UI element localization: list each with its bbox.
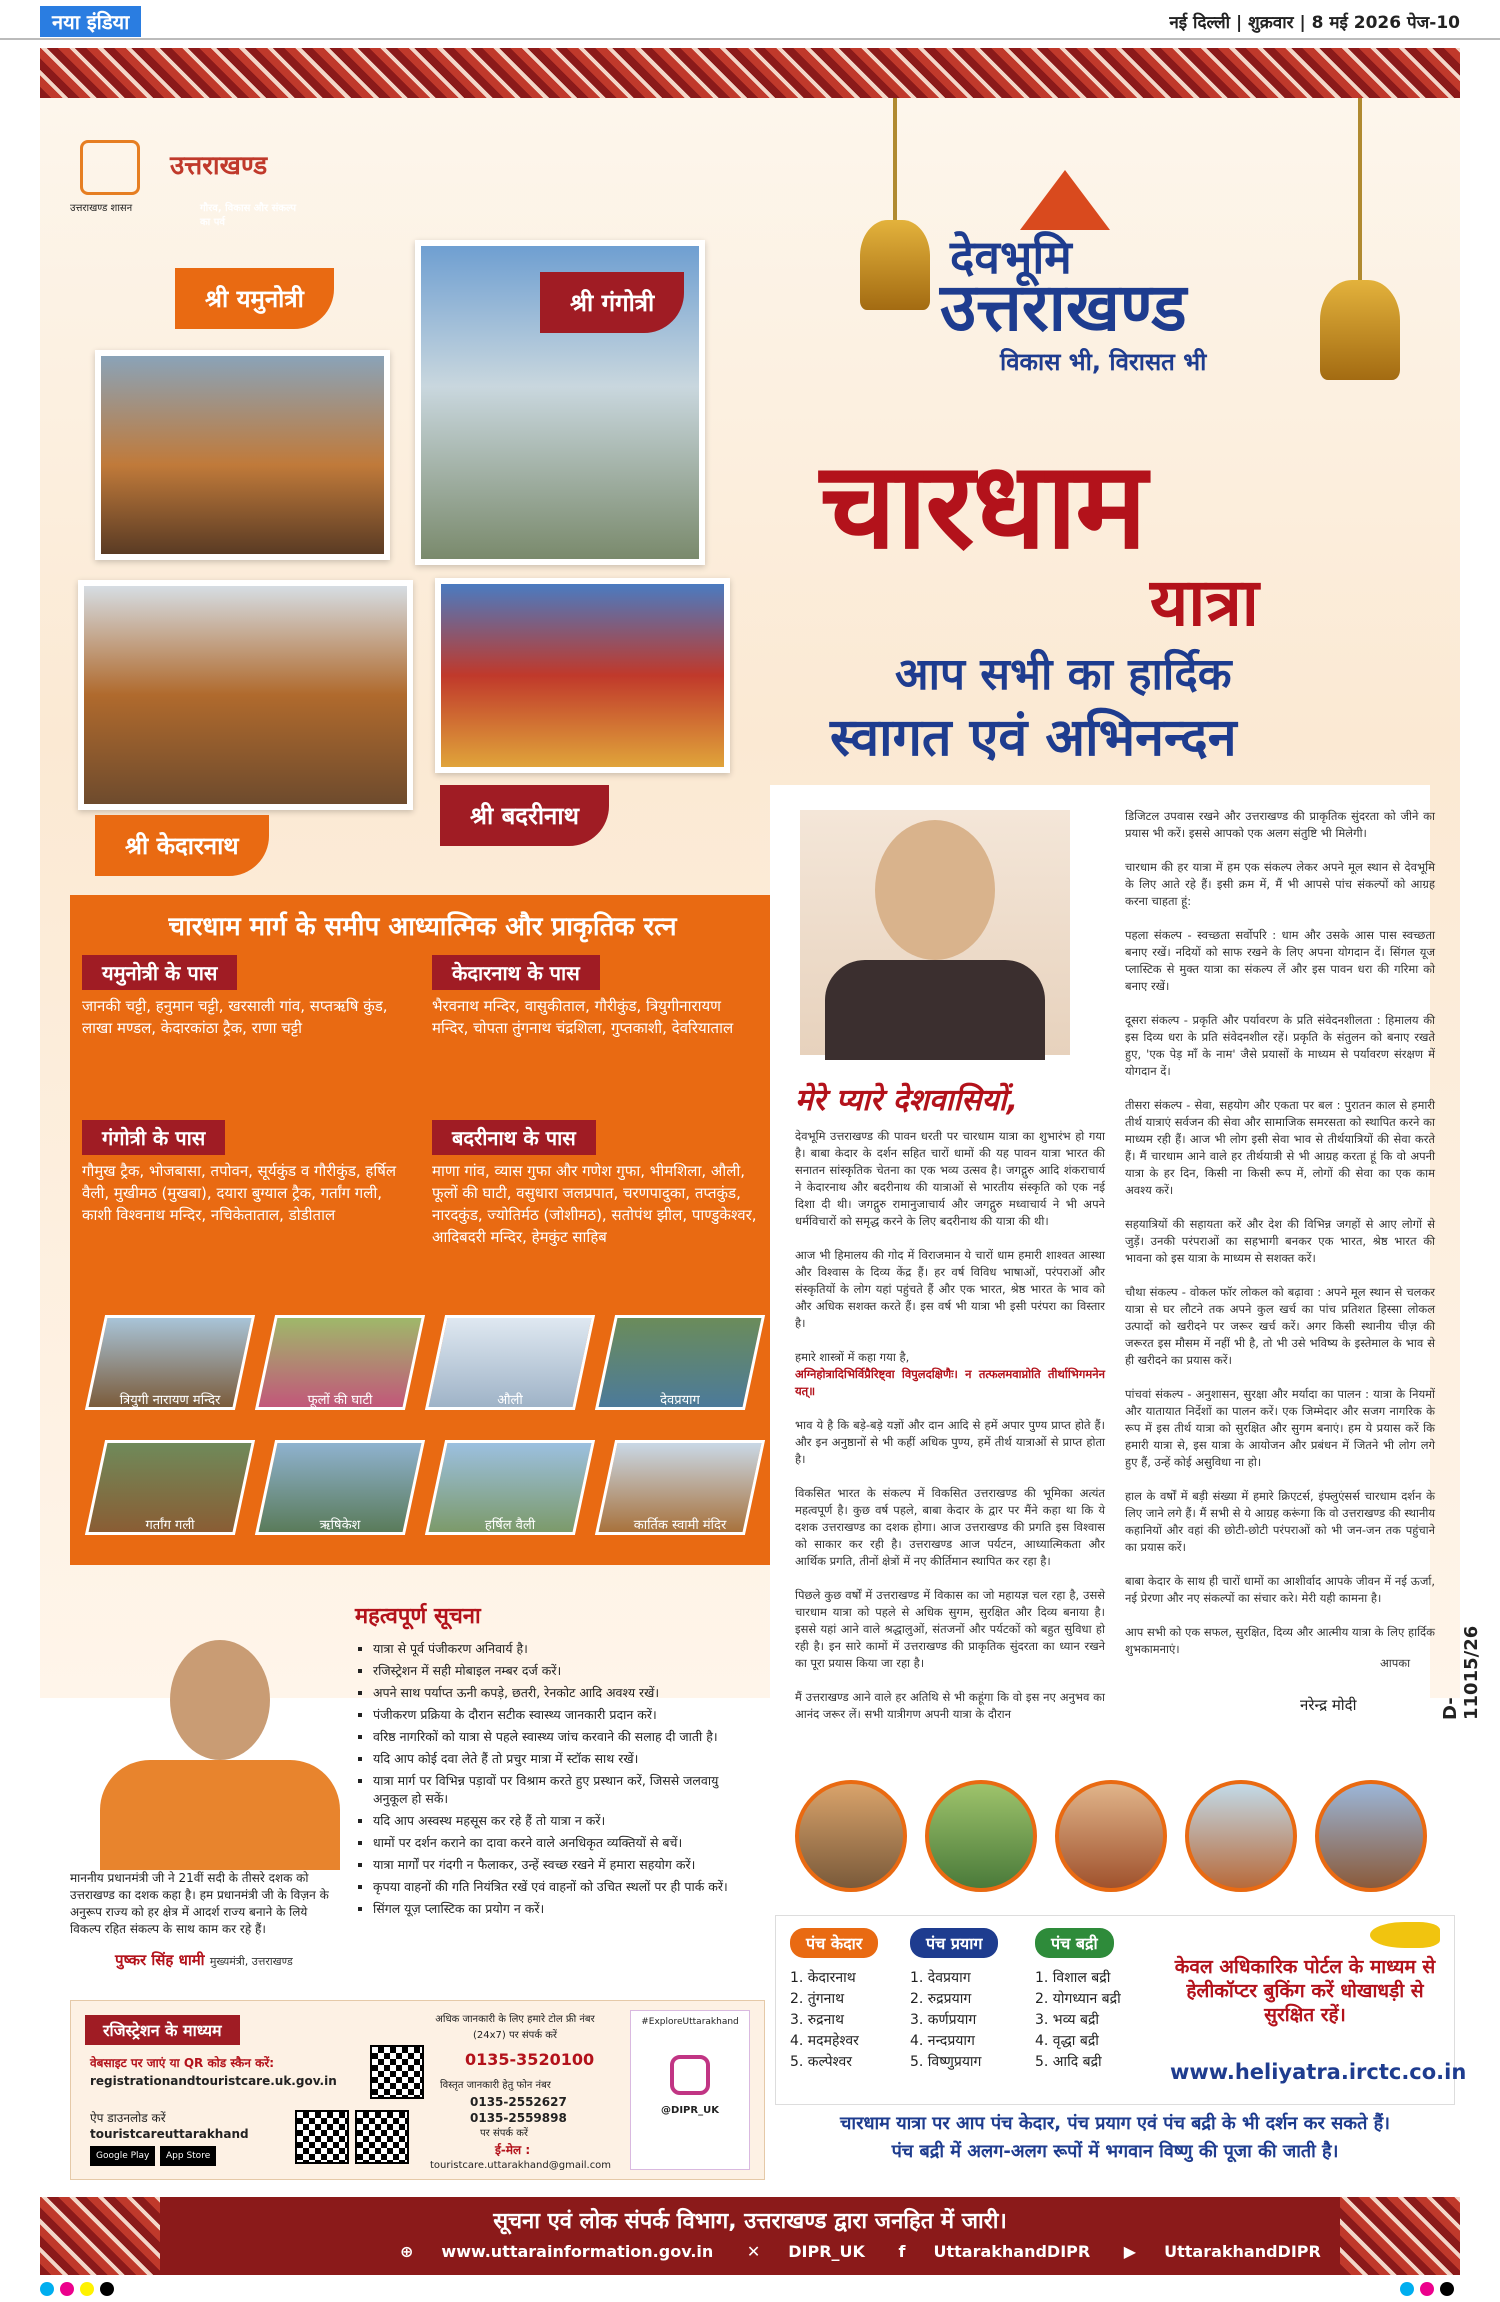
magenta-registration-mark [60, 2282, 74, 2296]
list-item: 1. विशाल बद्री [1035, 1970, 1111, 1986]
paper-name: नया इंडिया [40, 6, 141, 37]
brand-tagline: गौरव, विकास और संकल्प का पर्व [200, 203, 297, 228]
thumb-label: त्रियुगी नारायण मन्दिर [119, 1393, 221, 1408]
thumb-label: हर्षिल वैली [484, 1518, 536, 1533]
government-logo [70, 140, 330, 228]
cyan-registration-mark [40, 2282, 54, 2296]
notice-item: ▪ रजिस्ट्रेशन में सही मोबाइल नम्बर दर्ज करें। [373, 1662, 735, 1680]
badrinath-photo [435, 578, 730, 773]
state-emblem-icon [80, 140, 140, 195]
dateline: नई दिल्ली | शुक्रवार | 8 मई 2026 पेज-10 [1169, 13, 1460, 33]
footer-title: सूचना एवं लोक संपर्क विभाग, उत्तराखण्ड द्वारा जनहित में जारी। [493, 2209, 1007, 2234]
info-label: अधिक जानकारी के लिए हमारे टोल फ्री नंबर (24x7) पर संपर्क करें [435, 2014, 595, 2041]
cm-name-text: पुष्कर सिंह धामी [115, 1951, 205, 1969]
notice-item: ▪ अपने साथ पर्याप्त ऊनी कपड़े, छतरी, रेनकोट आदि अवश्य रखें। [373, 1684, 735, 1702]
sanskrit-verse: अग्निहोत्रादिभिर्विप्रैरिष्ट्वा विपुलदक्षिणैः। न तत्फलमवाप्नोति तीर्थाभिगमनेन यत्॥ [795, 1367, 1105, 1398]
bell-chain [1358, 98, 1362, 283]
globe-icon: ⊕ [400, 2242, 414, 2261]
list-item: 5. कल्पेश्वर [790, 2054, 852, 2070]
pm-portrait [875, 820, 995, 960]
gems-box [70, 895, 775, 1565]
heliyatra-url[interactable]: www.heliyatra.irctc.co.in [1170, 2060, 1467, 2084]
registration-url[interactable]: registrationandtouristcare.uk.gov.in [90, 2074, 337, 2088]
cm-name [115, 1950, 293, 1970]
uttarakhand-brand: उत्तराखण्ड [170, 151, 268, 181]
yellow-registration-mark [80, 2282, 94, 2296]
x-handle[interactable]: DIPR_UK [788, 2242, 865, 2261]
footer-band [40, 2197, 1460, 2275]
thumb-label: कार्तिक स्वामी मंदिर [633, 1518, 727, 1533]
instagram-handle[interactable]: @DIPR_UK [661, 2105, 719, 2116]
black-registration-mark [1440, 2282, 1454, 2296]
thumb-label: ऋषिकेश [319, 1518, 361, 1533]
masthead [0, 0, 1500, 40]
letter-closing: आपका [1380, 1656, 1411, 1670]
app-label: ऐप डाउनलोड करें [90, 2111, 166, 2125]
letter-paragraph: भाव ये है कि बड़े-बड़े यज्ञों और दान आदि से हमें अपार पुण्य प्राप्त होते हैं। और इन अनुष्ठानों से भी कहीं अधिक पुण्य, हमें तीर्थ यात्राओं से प्राप्त होता है। [795, 1418, 1105, 1466]
list-item: 1. केदारनाथ [790, 1970, 856, 1986]
pm-portrait-body [825, 960, 1045, 1060]
yamunotri-photo [95, 350, 390, 560]
letter-paragraph: बाबा केदार के साथ ही चारों धामों का आशीर्वाद आपके जीवन में नई ऊर्जा, नई प्रेरणा और नए संकल्पों का संचार करे। मेरी यही कामना है। [1125, 1574, 1435, 1605]
list-item: 3. कर्णप्रयाग [910, 2012, 977, 2028]
hashtag: #ExploreUttarakhand [641, 2017, 739, 2027]
bell-icon [860, 220, 930, 310]
list-item: 4. वृद्धा बद्री [1035, 2033, 1099, 2049]
top-border-band [40, 48, 1460, 98]
letter-column-1 [795, 1128, 1105, 1723]
ad-code: D-11015/26 [1440, 1625, 1482, 1720]
youtube-handle[interactable]: UttarakhandDIPR [1164, 2242, 1321, 2261]
thumb-label: फूलों की घाटी [307, 1393, 373, 1408]
devbhoomi-title: देवभूमि [950, 230, 1072, 284]
magenta-registration-mark [1420, 2282, 1434, 2296]
panch-kedar-heading: पंच केदार [790, 1928, 878, 1958]
letter-paragraph: हमारे शास्त्रों में कहा गया है, [795, 1350, 910, 1364]
chardham-heading: चारधाम [820, 437, 1145, 576]
gem-heading: बदरीनाथ के पास [432, 1120, 596, 1155]
notice-item: ▪ धामों पर दर्शन कराने का दावा करने वाले अनधिकृत व्यक्तियों से बचें। [373, 1834, 735, 1852]
list-item: 5. आदि बद्री [1035, 2054, 1102, 2070]
cm-role: मुख्यमंत्री, उत्तराखण्ड [209, 1955, 293, 1968]
letter-paragraph: चारधाम की हर यात्रा में हम एक संकल्प लेकर अपने मूल स्थान से देवभूमि के लिए आते रहे हैं। इसी क्रम में, मैं भी आपसे पांच संकल्पों को आग्रह करना चाहता हूं: [1125, 860, 1435, 908]
resolve-circle-photo [1185, 1780, 1297, 1892]
list-item: 2. तुंगनाथ [790, 1991, 845, 2007]
gem-text: भैरवनाथ मन्दिर, वासुकीताल, गौरीकुंड, त्रियुगीनारायण मन्दिर, चोपता तुंगनाथ चंद्रशिला, गुप्तकाशी, देवरियाताल [432, 997, 734, 1037]
resolve-5: पांचवां संकल्प - अनुशासन, सुरक्षा और मर्यादा का पालन : यात्रा के नियमों और यातायात निर्देशों का पालन करें। एक जिम्मेदार और सजग नागरिक के रूप में इस तीर्थ यात्रा को सुरक्षित और सुगम बनाएं। हम ये प्रयास करें कि हमारी यात्रा से, इस यात्रा के आयोजन और प्रबंधन में जितने भी लोग लगे हुए हैं, उन्हें कोई असुविधा ना हो। [1125, 1387, 1435, 1469]
letter-paragraph: आज भी हिमालय की गोद में विराजमान ये चारों धाम हमारी शाश्वत आस्था और विश्वास के दिव्य केंद्र हैं। हर वर्ष विविध भाषाओं, परंपराओं और संस्कृतियों के लोग यहां पहुंचते हैं और एक भारत, श्रेष्ठ भारत के भाव को और अधिक सशक्त करते हैं। इस वर्ष भी यात्रा भी इसी परंपरा का विस्तार है। [795, 1248, 1105, 1330]
notice-item: ▪ वरिष्ठ नागरिकों को यात्रा से पहले स्वास्थ्य जांच करवाने की सलाह दी जाती है। [373, 1728, 735, 1746]
email-label: ई-मेल : [495, 2143, 531, 2157]
letter-paragraph: देवभूमि उत्तराखण्ड की पावन धरती पर चारधाम यात्रा का शुभारंभ हो गया है। बाबा केदार के दर्शन सहित चारों धामों की यह पावन यात्रा भारत की सनातन सांस्कृतिक चेतना का एक भव्य उत्सव है। जगद्गुरु आदि शंकराचार्य ने केदारनाथ और बदरीनाथ की यात्राओं से भारतीय संस्कृति को एक नई दिशा दी थी। जगद्गुरु रामानुजाचार्य और जगद्गुरु मध्वाचार्य ने भी अपने धर्मविचारों को समृद्ध करने के लिए बदरीनाथ की यात्रा की थी। [795, 1129, 1105, 1228]
web-label: वेबसाइट पर जाएं या QR कोड स्कैन करें: [90, 2056, 275, 2070]
youtube-icon: ▶ [1123, 2242, 1137, 2261]
gem-heading: केदारनाथ के पास [432, 955, 600, 990]
x-icon: ✕ [746, 2242, 761, 2261]
cm-quote: माननीय प्रधानमंत्री जी ने 21वीं सदी के तीसरे दशक को उत्तराखण्ड का दशक कहा है। हम प्रधानमंत्री जी के विज़न के अनुरूप राज्य को हर क्षेत्र में आदर्श राज्य बनाने के लिये विकल्प रहित संकल्प के साथ काम कर रहे हैं। [70, 1871, 329, 1936]
instagram-icon [670, 2055, 710, 2095]
helicopter-icon [1370, 1922, 1440, 1948]
notice-item: ▪ यात्रा मार्गों पर गंदगी न फैलाकर, उन्हें स्वच्छ रखने में हमारा सहयोग करें। [373, 1856, 735, 1874]
kedarnath-label: श्री केदारनाथ [95, 815, 269, 876]
helicopter-booking-notice: केवल अधिकारिक पोर्टल के माध्यम से हेलीकॉप्टर बुकिंग करें धोखाधड़ी से सुरक्षित रहें। [1174, 1956, 1436, 2026]
letter-paragraph: विकसित भारत के संकल्प में विकसित उत्तराखण्ड की भूमिका अत्यंत महत्वपूर्ण है। कुछ वर्ष पहले, बाबा केदार के द्वार पर मैंने कहा था कि ये दशक उत्तराखण्ड का दशक होगा। आज उत्तराखण्ड की प्रगति इस विश्वास को साकार कर रही है। उत्तराखण्ड आज पर्यटन, आध्यात्मिकता और आर्थिक प्रगति, तीनों क्षेत्रों में नए कीर्तिमान स्थापित कर रहा है। [795, 1486, 1105, 1568]
cm-portrait-body [100, 1760, 340, 1870]
notice-list [355, 1640, 735, 1922]
letter-paragraph: सहयात्रियों की सहायता करें और देश की विभिन्न जगहों से आए लोगों से जुड़ें। उनकी परंपराओं का सहभागी बनकर एक भारत, श्रेष्ठ भारत की भावना को इस यात्रा के माध्यम से सशक्त करें। [1125, 1217, 1435, 1265]
bell-icon [1320, 280, 1400, 380]
letter-salutation: मेरे प्यारे देशवासियों, [795, 1083, 1018, 1118]
badrinath-label: श्री बदरीनाथ [440, 785, 609, 846]
app-name: touristcareuttarakhand [90, 2127, 249, 2141]
welcome-line-1: आप सभी का हार्दिक [895, 649, 1232, 700]
resolve-circle-photo [925, 1780, 1037, 1892]
list-item: 4. मदमहेश्वर [790, 2033, 859, 2049]
panch-prayag-list [910, 1968, 981, 2073]
resolve-2: दूसरा संकल्प - प्रकृति और पर्यावरण के प्रति संवेदनशीलता : हिमालय की इस दिव्य धरा के प्रति संवेदनशील रहें। प्रकृति के संतुलन को बनाए रखते हुए, 'एक पेड़ माँ के नाम' जैसे प्रयासों के माध्यम से पर्यावरण संरक्षण में योगदान दें। [1125, 1013, 1435, 1078]
gem-text: गौमुख ट्रैक, भोजबासा, तपोवन, सूर्यकुंड व गौरीकुंड, हर्षिल वैली, मुखीमठ (मुखबा), दयारा बुग्याल ट्रैक, गर्तांग गली, काशी विश्वनाथ मन्दिर, नचिकेताताल, डोडीताल [82, 1162, 397, 1224]
yamunotri-label: श्री यमुनोत्री [175, 268, 334, 329]
footer-links [400, 2242, 1349, 2261]
qr-code-icon[interactable] [370, 2045, 424, 2099]
resolve-circle-photo [795, 1780, 907, 1892]
list-item: 3. रुद्रनाथ [790, 2012, 844, 2028]
uttarakhand-title: उत्तराखण्ड [940, 269, 1187, 346]
contact-label: पर संपर्क करें [480, 2128, 529, 2139]
letter-paragraph: मैं उत्तराखण्ड आने वाले हर अतिथि से भी कहूंगा कि वो इस नए अनुभव का आनंद जरूर लें। सभी यात्रीगण अपनी यात्रा के दौरान [795, 1690, 1105, 1721]
gem-text: माणा गांव, व्यास गुफा और गणेश गुफा, भीमशिला, औली, फूलों की घाटी, वसुधारा जलप्रपात, चरणपादुका, तप्तकुंड, नारदकुंड, ज्योतिर्मठ (जोशीमठ), सतोपंथ झील, पाण्डुकेश्वर, आदिबदरी मन्दिर, हेमकुंट साहिब [432, 1162, 757, 1246]
pm-signature: नरेन्द्र मोदी [1300, 1696, 1357, 1714]
thumb-label: गर्तांग गली [145, 1518, 195, 1533]
notice-item: ▪ यदि आप अस्वस्थ महसूस कर रहे हैं तो यात्रा न करें। [373, 1812, 735, 1830]
phone-number[interactable]: 0135-2559898 [470, 2111, 567, 2125]
black-registration-mark [100, 2282, 114, 2296]
panch-info-strip [775, 2110, 1455, 2166]
resolve-circle-photo [1055, 1780, 1167, 1892]
phone-number[interactable]: 0135-2552627 [470, 2095, 567, 2109]
emblem-label: उत्तराखण्ड शासन [70, 203, 133, 214]
facebook-icon: f [898, 2242, 906, 2261]
welcome-line-2: स्वागत एवं अभिनन्दन [830, 708, 1237, 768]
cm-portrait [170, 1640, 270, 1760]
yatra-heading: यात्रा [1150, 564, 1259, 641]
list-item: 5. विष्णुप्रयाग [910, 2054, 982, 2070]
registration-title: रजिस्ट्रेशन के माध्यम [85, 2015, 240, 2045]
strip-line: पंच बद्री में अलग-अलग रूपों में भगवान विष्णु की पूजा की जाती है। [891, 2141, 1339, 2162]
panch-prayag-heading: पंच प्रयाग [910, 1928, 998, 1958]
detail-label: विस्तृत जानकारी हेतु फोन नंबर [440, 2080, 551, 2091]
panch-kedar-list [790, 1968, 859, 2073]
qr-code-icon[interactable] [295, 2110, 349, 2164]
panch-badri-heading: पंच बद्री [1035, 1928, 1114, 1958]
list-item: 3. भव्य बद्री [1035, 2012, 1100, 2028]
resolve-1: पहला संकल्प - स्वच्छता सर्वोपरि : धाम और उसके आस पास स्वच्छता बनाए रखें। नदियों को साफ रखने के लिए अपना योगदान दें। सिंगल यूज प्लास्टिक से मुक्त यात्रा का संकल्प लें और इस पावन धरा की गरिमा को बनाए रखें। [1125, 928, 1435, 993]
kedarnath-photo [78, 580, 413, 810]
gem-heading: गंगोत्री के पास [82, 1120, 225, 1155]
letter-paragraph: हाल के वर्षों में बड़ी संख्या में हमारे क्रिएटर्स, इंफ्लुएंसर्स चारधाम दर्शन के लिए जाने लगे हैं। मैं सभी से ये आग्रह करूंगा कि वो उत्तराखण्ड की स्थानीय कहानियों और वहां की छोटी-छोटी परंपराओं को भी जन-जन तक पहुंचाने का प्रयास करें। [1125, 1489, 1435, 1554]
notice-item: ▪ यदि आप कोई दवा लेते हैं तो प्रचुर मात्रा में स्टॉक साथ रखें। [373, 1750, 735, 1768]
app-store-button[interactable]: App Store [160, 2146, 216, 2166]
instagram-card [630, 2010, 750, 2170]
notice-item: ▪ यात्रा मार्ग पर विभिन्न पड़ावों पर विश्राम करते हुए प्रस्थान करें, जिससे जलवायु अनुकूल हो सकें। [373, 1772, 735, 1808]
email-address[interactable]: touristcare.uttarakhand@gmail.com [430, 2160, 612, 2171]
letter-column-2 [1125, 808, 1435, 1658]
letter-paragraph: डिजिटल उपवास रखने और उत्तराखण्ड की प्राकृतिक सुंदरता को जीने का प्रयास भी करें। इससे आपको एक अलग संतुष्टि भी मिलेगी। [1125, 809, 1435, 840]
gangotri-label: श्री गंगोत्री [540, 272, 684, 333]
cyan-registration-mark [1400, 2282, 1414, 2296]
notice-item: ▪ कृपया वाहनों की गति नियंत्रित रखें एवं वाहनों को उचित स्थलों पर ही पार्क करें। [373, 1878, 735, 1896]
list-item: 2. योगध्यान बद्री [1035, 1991, 1121, 2007]
list-item: 2. रुद्रप्रयाग [910, 1991, 972, 2007]
notice-item: ▪ यात्रा से पूर्व पंजीकरण अनिवार्य है। [373, 1640, 735, 1658]
letter-paragraph: आप सभी को एक सफल, सुरक्षित, दिव्य और आत्मीय यात्रा के लिए हार्दिक शुभकामनाएं। [1125, 1625, 1435, 1656]
bell-chain [893, 98, 897, 223]
resolve-circle-photo [1315, 1780, 1427, 1892]
thumb-label: देवप्रयाग [660, 1393, 700, 1408]
website-link[interactable]: www.uttarainformation.gov.in [441, 2242, 714, 2261]
qr-code-icon[interactable] [355, 2110, 409, 2164]
gem-text: जानकी चट्टी, हनुमान चट्टी, खरसाली गांव, सप्तऋषि कुंड, लाखा मण्डल, केदारकांठा ट्रैक, राणा चट्टी [82, 997, 388, 1037]
slogan: विकास भी, विरासत भी [1000, 348, 1207, 376]
notice-title: महत्वपूर्ण सूचना [355, 1604, 481, 1629]
panch-badri-list [1035, 1968, 1121, 2073]
notice-item: ▪ पंजीकरण प्रक्रिया के दौरान सटीक स्वास्थ्य जानकारी प्रदान करें। [373, 1706, 735, 1724]
google-play-button[interactable]: Google Play [90, 2146, 155, 2166]
list-item: 1. देवप्रयाग [910, 1970, 971, 1986]
resolve-3: तीसरा संकल्प - सेवा, सहयोग और एकता पर बल : पुरातन काल से हमारी तीर्थ यात्राएं सर्वजन की सेवा और सामाजिक समरसता को स्थापित करने का माध्यम रही हैं। आज भी लोग इसी सेवा भाव से तीर्थयात्रियों की सेवा करते हैं। मैं चारधाम आने वाले हर तीर्थयात्री से भी आग्रह करता हूं कि वो अपनी यात्रा के हर दिन, किसी ना किसी रूप में, लोगों की सेवा का एक काम अवश्य करें। [1125, 1098, 1435, 1197]
thumb-label: औली [497, 1393, 523, 1408]
resolve-4: चौथा संकल्प - वोकल फॉर लोकल को बढ़ावा : अपने मूल स्थान से चलकर यात्रा से घर लौटने तक अपने कुल खर्च का पांच प्रतिशत हिस्सा लोकल उत्पादों को खरीदने पर जरूर खर्च करें। अगर किसी स्थानीय चीज़ की जरूरत इस मौसम में नहीं भी है, तो भी उसे भविष्य के इस्तेमाल के भाव से ही खरीदने का प्रयास करें। [1125, 1285, 1435, 1367]
facebook-handle[interactable]: UttarakhandDIPR [933, 2242, 1091, 2261]
list-item: 4. नन्दप्रयाग [910, 2033, 975, 2049]
letter-paragraph: पिछले कुछ वर्षों में उत्तराखण्ड में विकास का जो महायज्ञ चल रहा है, उससे चारधाम यात्रा को पहले से अधिक सुगम, सुरक्षित और दिव्य बनाया है। इससे यहां आने वाले श्रद्धालुओं, संतजनों और पर्यटकों को बहुत सुविधा हो रही है। इन सारे कामों में उत्तराखण्ड की प्राकृतिक सुंदरता का ध्यान रखने का पूरा प्रयास किया जा रहा है। [795, 1588, 1105, 1670]
notice-item: ▪ सिंगल यूज़ प्लास्टिक का प्रयोग न करें। [373, 1900, 735, 1918]
toll-free-number[interactable]: 0135-3520100 [465, 2050, 595, 2069]
gems-title: चारधाम मार्ग के समीप आध्यात्मिक और प्राकृतिक रत्न [168, 912, 677, 942]
gem-heading: यमुनोत्री के पास [82, 955, 237, 990]
strip-line: चारधाम यात्रा पर आप पंच केदार, पंच प्रयाग एवं पंच बद्री के भी दर्शन कर सकते हैं। [839, 2113, 1390, 2134]
